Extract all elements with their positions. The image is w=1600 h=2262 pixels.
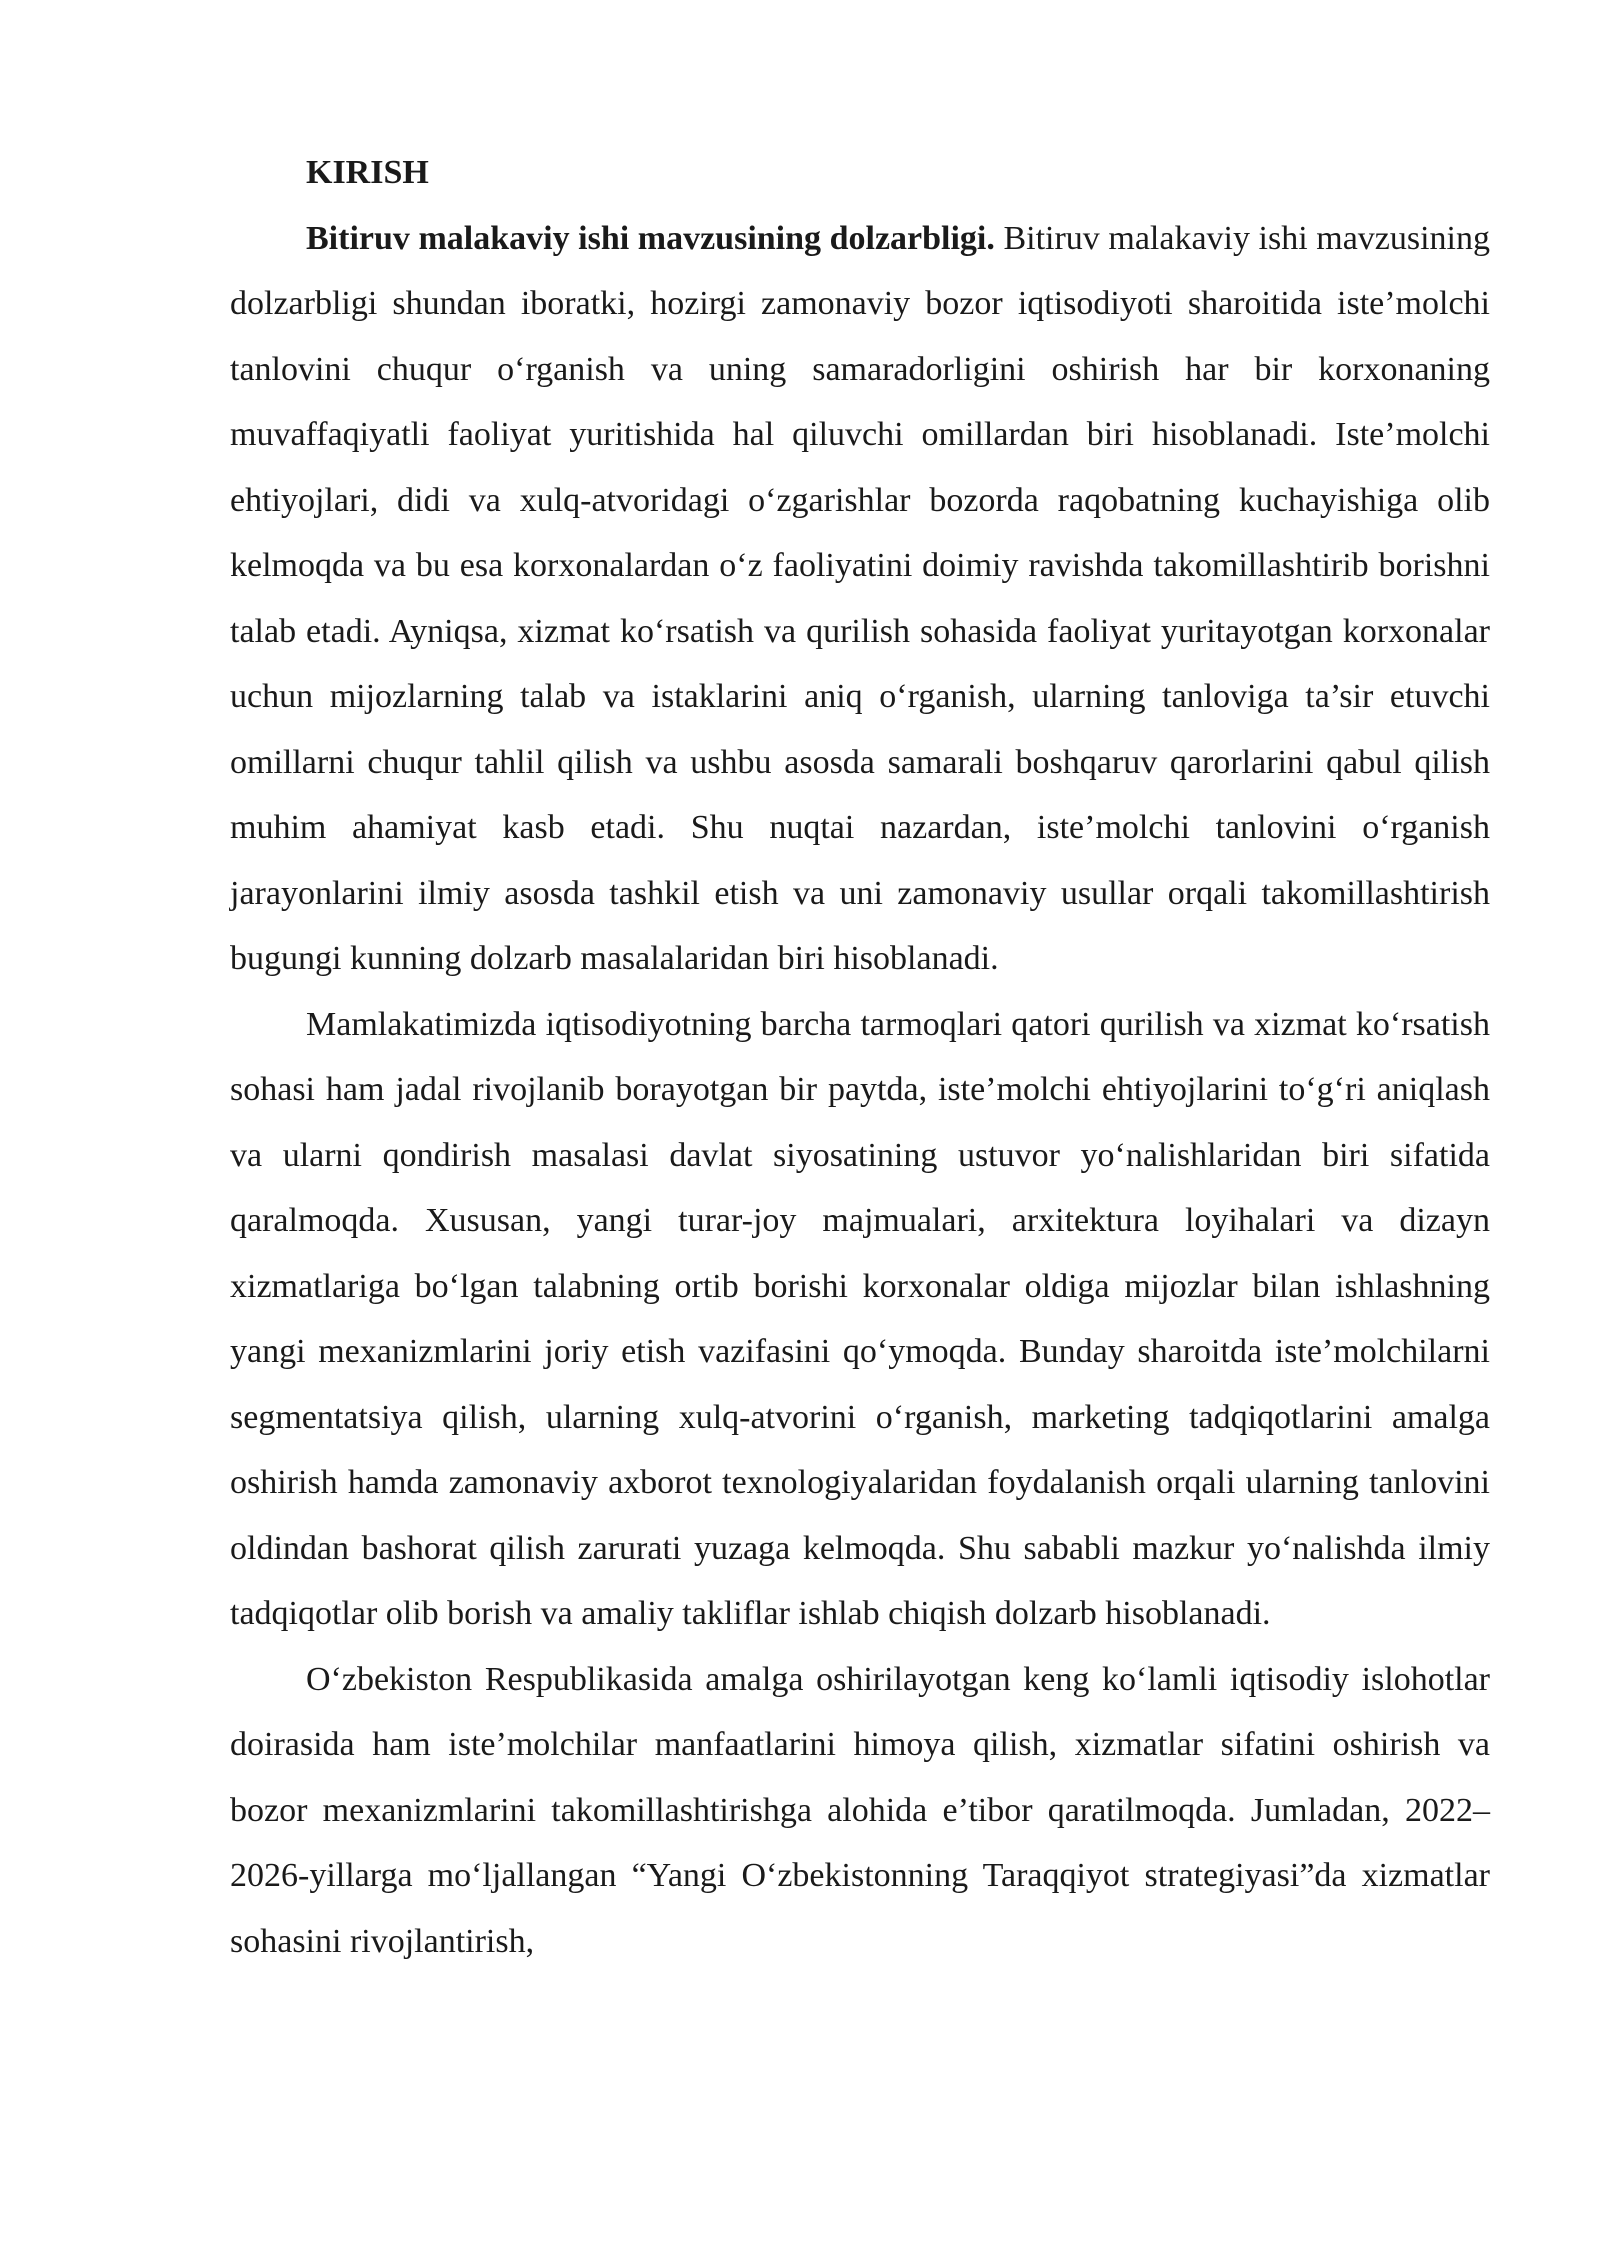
document-body — [230, 140, 1490, 1974]
paragraph-relevance — [230, 206, 1490, 992]
paragraph-lead: Bitiruv malakaviy ishi mavzusining dolzarbligi. — [306, 219, 995, 257]
paragraph-text: Mamlakatimizda iqtisodiyotning barcha tarmoqlari qatori qurilish va xizmat ko‘rsatish sohasi ham jadal rivojlanib borayotgan bir paytda, iste’molchi ehtiyojlarini to‘g‘ri aniqlash va ularni qondirish masalasi davlat siyosatining ustuvor yo‘nalishlaridan biri sifatida qaralmoqda. Xususan, yangi turar-joy majmualari, arxitektura loyihalari va dizayn xizmatlariga bo‘lgan talabning ortib borishi korxonalar oldiga mijozlar bilan ishlashning yangi mexanizmlarini joriy etish vazifasini qo‘ymoqda. Bunday sharoitda iste’molchilarni segmentatsiya qilish, ularning xulq-atvorini o‘rganish, marketing tadqiqotlarini amalga oshirish hamda zamonaviy axborot texnologiyalaridan foydalanish orqali ularning tanlovini oldindan bashorat qilish zarurati yuzaga kelmoqda. Shu sababli mazkur yo‘nalishda ilmiy tadqiqotlar olib borish va amaliy takliflar ishlab chiqish dolzarb hisoblanadi. — [230, 1005, 1490, 1632]
paragraph-text: Bitiruv malakaviy ishi mavzusining dolzarbligi shundan iboratki, hozirgi zamonaviy bozor iqtisodiyoti sharoitida iste’molchi tanlovini chuqur o‘rganish va uning samaradorligini oshirish har bir korxonaning muvaffaqiyatli faoliyat yuritishida hal qiluvchi omillardan biri hisoblanadi. Iste’molchi ehtiyojlari, didi va xulq-atvoridagi o‘zgarishlar bozorda raqobatning kuchayishiga olib kelmoqda va bu esa korxonalardan o‘z faoliyatini doimiy ravishda takomillashtirib borishni talab etadi. Ayniqsa, xizmat ko‘rsatish va qurilish sohasida faoliyat yuritayotgan korxonalar uchun mijozlarning talab va istaklarini aniq o‘rganish, ularning tanloviga ta’sir etuvchi omillarni chuqur tahlil qilish va ushbu asosda samarali boshqaruv qarorlarini qabul qilish muhim ahamiyat kasb etadi. Shu nuqtai nazardan, iste’molchi tanlovini o‘rganish jarayonlarini ilmiy asosda tashkil etish va uni zamonaviy usullar orqali takomillashtirish bugungi kunning dolzarb masalalaridan biri hisoblanadi. — [230, 219, 1490, 977]
section-heading: KIRISH — [306, 154, 429, 191]
paragraph-industry — [230, 992, 1490, 1647]
paragraph-reforms — [230, 1647, 1490, 1975]
paragraph-text: O‘zbekiston Respublikasida amalga oshirilayotgan keng ko‘lamli iqtisodiy islohotlar doirasida ham iste’molchilar manfaatlarini himoya qilish, xizmatlar sifatini oshirish va bozor mexanizmlarini takomillashtirishga alohida e’tibor qaratilmoqda. Jumladan, 2022–2026-yillarga mo‘ljallangan “Yangi O‘zbekistonning Taraqqiyot strategiyasi”da xizmatlar sohasini rivojlantirish, — [230, 1660, 1490, 1960]
